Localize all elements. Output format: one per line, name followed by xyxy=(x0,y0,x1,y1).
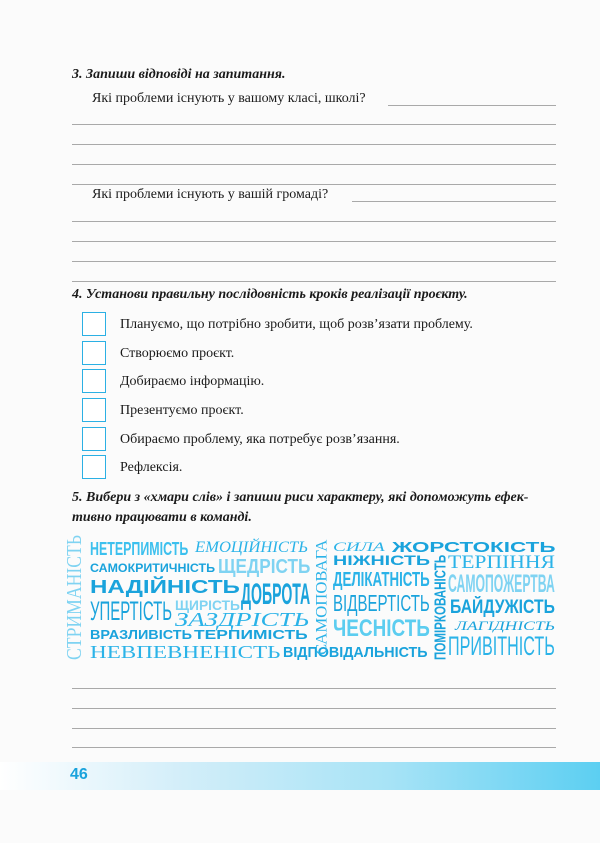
word: НАДІЙНІСТЬ xyxy=(90,577,240,597)
order-box[interactable] xyxy=(82,369,106,393)
step-3: Добираємо інформацію. xyxy=(120,374,265,389)
word: ЛАГІДНІСТЬ xyxy=(455,618,556,633)
word: ЩЕДРІСТЬ xyxy=(218,556,311,578)
task4-title: 4. Установи правильну послідовність кроків реалізації проєкту. xyxy=(72,287,468,302)
word: САМОКРИТИЧНІСТЬ xyxy=(90,561,216,575)
answer-line[interactable] xyxy=(72,728,556,729)
word: ЧЕСНІСТЬ xyxy=(333,615,430,642)
order-box[interactable] xyxy=(82,398,106,422)
step-4: Презентуємо проєкт. xyxy=(120,403,244,418)
word: НІЖНІСТЬ xyxy=(333,552,431,568)
answer-line[interactable] xyxy=(72,144,556,145)
answer-line[interactable] xyxy=(72,164,556,165)
word: ДЕЛІКАТНІСТЬ xyxy=(333,569,430,591)
word: ДОБРОТА xyxy=(241,578,311,611)
word: ТЕРПИМІСТЬ xyxy=(194,627,308,642)
word: БАЙДУЖІСТЬ xyxy=(450,597,555,618)
answer-line[interactable] xyxy=(72,221,556,222)
word: ПРИВІТНІСТЬ xyxy=(448,631,555,661)
answer-line[interactable] xyxy=(72,708,556,709)
word: ВІДВЕРТІСТЬ xyxy=(333,590,430,616)
task5-title-line1: 5. Вибери з «хмари слів» і запиши риси характеру, які допоможуть ефек- xyxy=(72,490,529,505)
task3-question1: Які проблеми існують у вашому класі, школі? xyxy=(92,91,366,106)
word: ЗАЗДРІСТЬ xyxy=(175,609,310,631)
footer-band xyxy=(0,762,600,790)
answer-line[interactable] xyxy=(72,261,556,262)
order-box[interactable] xyxy=(82,455,106,479)
word: НЕВПЕВНЕНІСТЬ xyxy=(90,642,281,662)
answer-line[interactable] xyxy=(72,124,556,125)
order-box[interactable] xyxy=(82,312,106,336)
answer-line[interactable] xyxy=(352,201,556,202)
word: ЕМОЦІЙНІСТЬ xyxy=(195,539,308,556)
step-6: Рефлексія. xyxy=(120,460,183,475)
word: НЕТЕРПИМІСТЬ xyxy=(90,539,189,559)
task5-title-line2: тивно працювати в команді. xyxy=(72,510,252,525)
answer-line[interactable] xyxy=(72,184,556,185)
answer-line[interactable] xyxy=(72,241,556,242)
step-1: Плануємо, що потрібно зробити, щоб розв’язати проблему. xyxy=(120,317,473,332)
word: ЖОРСТОКІСТЬ xyxy=(392,539,556,556)
order-box[interactable] xyxy=(82,427,106,451)
word: САМОПОЖЕРТВА xyxy=(448,570,555,598)
order-box[interactable] xyxy=(82,341,106,365)
answer-line[interactable] xyxy=(388,105,556,106)
step-5: Обираємо проблему, яка потребує розв’язання. xyxy=(120,432,400,447)
page-number: 46 xyxy=(70,766,88,783)
word: УПЕРТІСТЬ xyxy=(90,596,173,626)
word: САМОПОВАГА xyxy=(312,539,330,655)
word: СТРИМАНІСТЬ xyxy=(62,535,86,660)
answer-line[interactable] xyxy=(72,281,556,282)
word: ВІДПОВІДАЛЬНІСТЬ xyxy=(283,644,428,661)
word: СИЛА xyxy=(333,539,385,554)
task3-question2: Які проблеми існують у вашій громаді? xyxy=(92,187,329,202)
word: ПОМІРКОВАНІСТЬ xyxy=(430,554,450,660)
word: ТЕРПІННЯ xyxy=(448,552,555,573)
word: ЩИРІСТЬ xyxy=(175,597,240,613)
word: ВРАЗЛИВІСТЬ xyxy=(90,627,192,642)
step-2: Створюємо проєкт. xyxy=(120,346,235,361)
answer-line[interactable] xyxy=(72,747,556,748)
answer-line[interactable] xyxy=(72,688,556,689)
task3-title: 3. Запиши відповіді на запитання. xyxy=(72,67,286,82)
